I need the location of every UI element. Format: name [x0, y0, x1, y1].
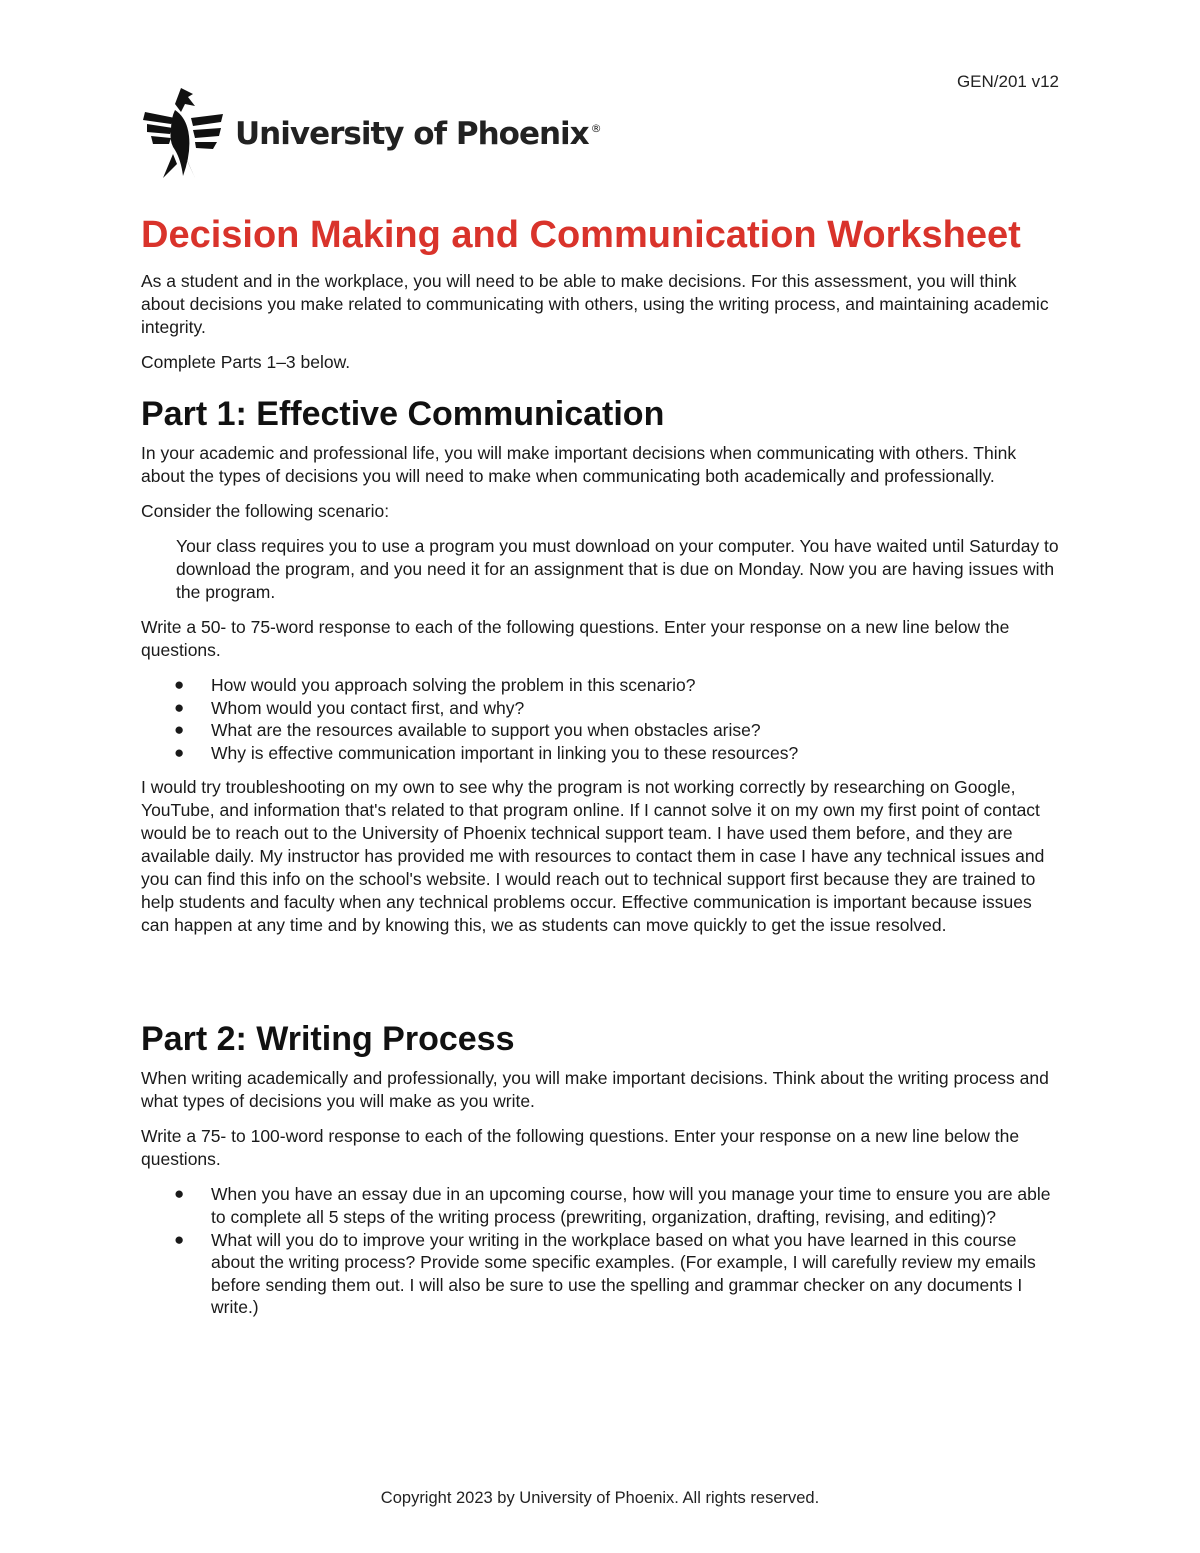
part1-instruction: Write a 50- to 75-word response to each of the following questions. Enter your response on a new line below the questions.: [141, 617, 1010, 660]
intro-paragraph: As a student and in the workplace, you will need to be able to make decisions. For this assessment, you will think about decisions you make related to communicating with others, using the writing process, and maintaining academic integrity.: [141, 271, 1049, 337]
part2-heading: Part 2: Writing Process: [141, 1020, 515, 1059]
course-code: GEN/201 v12: [956, 72, 1059, 91]
copyright-footer: Copyright 2023 by University of Phoenix. All rights reserved.: [380, 1489, 820, 1507]
list-item: [174, 742, 1061, 765]
list-item: [174, 719, 1061, 742]
logo-wordmark: [235, 116, 601, 152]
phoenix-bird-icon: [141, 84, 225, 180]
part2-paragraph: When writing academically and professionally, you will make important decisions. Think about the writing process and what types of decisions you will make as you write.: [141, 1068, 1049, 1112]
scenario-text: Your class requires you to use a program you must download on your computer. You have waited until Saturday to download the program, and you need it for an assignment that is due on Monday. Now you are having issues with the program.: [176, 536, 1059, 602]
bullet-icon: ●: [174, 1229, 185, 1249]
question-text: What are the resources available to support you when obstacles arise?: [211, 720, 761, 741]
bullet-icon: ●: [174, 1184, 185, 1204]
question-text: What will you do to improve your writing in the workplace based on what you have learned in this course about the writing process? Provide some specific examples. (For example, I will carefully review my emails before sending them out. I will also be sure to use the spelling and grammar checker on any documents I write.): [211, 1229, 1036, 1318]
logo-text: University of Phoenix: [235, 116, 589, 152]
bullet-icon: ●: [174, 720, 185, 740]
section-spacer: [141, 949, 1061, 999]
question-text: When you have an essay due in an upcoming course, how will you manage your time to ensure you are able to complete all 5 steps of the writing process (prewriting, organization, drafting, revising, and editing)?: [211, 1184, 1051, 1227]
part1-response: I would try troubleshooting on my own to see why the program is not working correctly by researching on Google, YouTube, and information that's related to that program online. If I cannot solve it on my own my first point of contact would be to reach out to the University of Phoenix technical support team. I have used them before, and they are available daily. My instructor has provided me with resources to contact them in case I have any technical issues and you can find this info on the school's website. I would reach out to technical support first because they are trained to help students and faculty when any technical problems occur. Effective communication is important because issues can happen at any time and by knowing this, we as students can move quickly to get the issue resolved.: [141, 777, 1045, 936]
list-item: [174, 1229, 1061, 1319]
part1-heading: Part 1: Effective Communication: [141, 395, 665, 433]
registered-mark: ®: [590, 122, 601, 135]
question-text: How would you approach solving the problem in this scenario?: [211, 675, 696, 695]
scenario-lead: Consider the following scenario:: [141, 501, 390, 521]
list-item: [174, 674, 1061, 697]
bullet-icon: ●: [174, 742, 185, 762]
list-item: [174, 697, 1061, 720]
part2-question-list: [141, 1183, 1061, 1319]
university-logo: [141, 84, 601, 180]
intro-instruction: Complete Parts 1–3 below.: [141, 352, 351, 372]
part1-paragraph: In your academic and professional life, you will make important decisions when communicating with others. Think about the types of decisions you will need to make when communicating both academically and professionally.: [141, 443, 1017, 486]
document-title: Decision Making and Communication Worksheet: [141, 214, 1021, 256]
document-body: [141, 210, 1061, 1331]
bullet-icon: ●: [174, 697, 185, 717]
bullet-icon: ●: [174, 675, 185, 694]
part1-question-list: [141, 674, 1061, 764]
question-text: Whom would you contact first, and why?: [211, 697, 525, 718]
list-item: [174, 1183, 1061, 1228]
part2-instruction: Write a 75- to 100-word response to each of the following questions. Enter your response on a new line below the questions.: [141, 1126, 1020, 1170]
question-text: Why is effective communication important in linking you to these resources?: [211, 742, 799, 763]
